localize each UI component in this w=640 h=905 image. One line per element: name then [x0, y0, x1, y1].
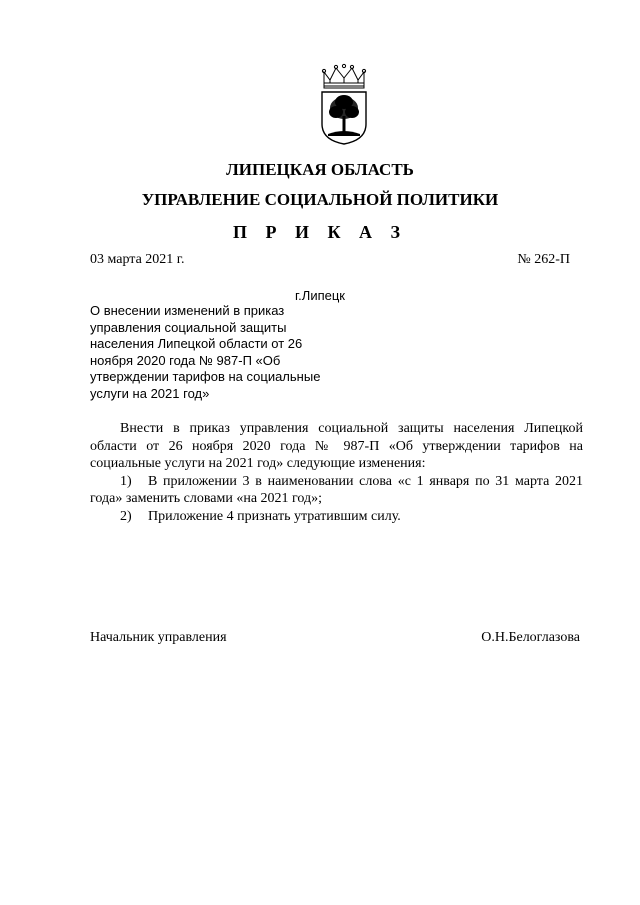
document-type-title: П Р И К А З — [232, 222, 408, 242]
department-title: УПРАВЛЕНИЕ СОЦИАЛЬНОЙ ПОЛИТИКИ — [141, 190, 499, 209]
list-item — [90, 508, 583, 526]
list-item-text: В приложении 3 в наименовании слова «с 1 января по 31 марта 2021 года» заменить словами «на 2021 год»; — [90, 473, 583, 506]
list-item-number: 2) — [120, 508, 132, 524]
coat-of-arms-icon — [318, 62, 370, 146]
signer-name: О.Н.Белоглазова — [481, 630, 580, 645]
list-item-number: 1) — [120, 473, 132, 489]
document-number: № 262-П — [517, 252, 570, 267]
body-intro: Внести в приказ управления социальной защиты населения Липецкой области от 26 ноября 2020 года № 987-П «Об утверждении тарифов на социальные услуги на 2021 год» следующие изменения: — [90, 421, 583, 471]
list-item — [90, 473, 583, 508]
signer-position: Начальник управления — [90, 630, 227, 645]
list-item-text: Приложение 4 признать утратившим силу. — [148, 508, 401, 524]
document-date: 03 марта 2021 г. — [90, 252, 185, 267]
document-city: г.Липецк — [295, 288, 345, 303]
document-subject: О внесении изменений в приказ управления социальной защиты населения Липецкой области от 26 ноября 2020 года № 987-П «Об утверждении тарифов на социальные услуги на 2021 год» — [90, 303, 321, 401]
region-title: ЛИПЕЦКАЯ ОБЛАСТЬ — [226, 160, 414, 179]
document-body — [90, 420, 583, 525]
